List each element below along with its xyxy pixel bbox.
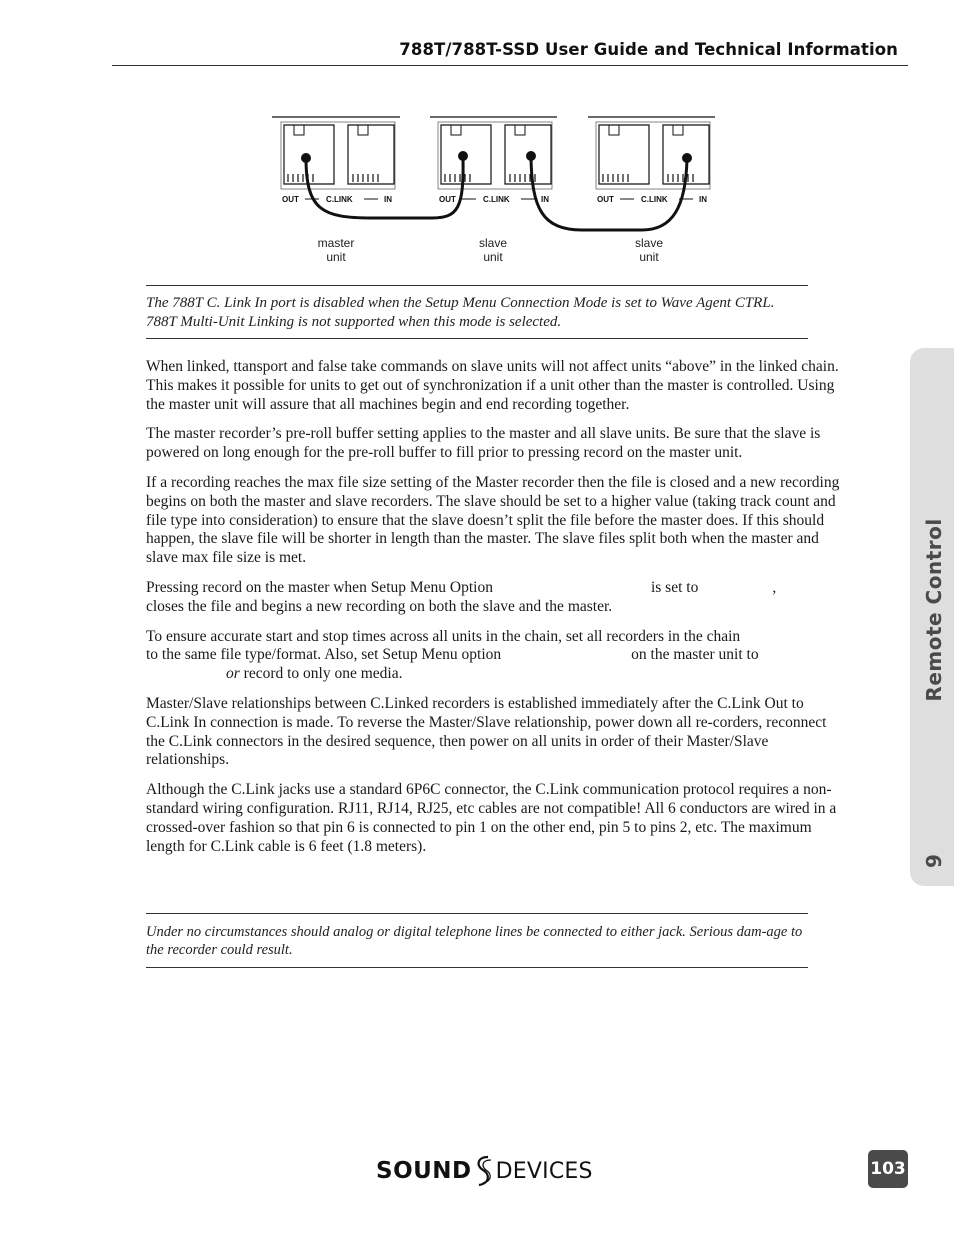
unit-label-slave2-line2: unit xyxy=(639,250,659,264)
note-telephone-warning-text: Under no circumstances should analog or digital telephone lines be connected to either jack. Serious dam-age to the recorder could result. xyxy=(146,924,803,958)
paragraph-record-part1: Pressing record on the master when Setup Menu Option xyxy=(146,578,493,596)
cable-plug-dot xyxy=(301,153,311,163)
paragraph-accurate-part5: record to only one media. xyxy=(243,665,403,683)
sound-devices-logo xyxy=(376,1154,593,1188)
page-header-title: 788T/788T-SSD User Guide and Technical Information xyxy=(399,40,898,59)
paragraph-record-part4: closes the file and begins a new recording on both the slave and the master. xyxy=(146,597,613,615)
note-telephone-warning xyxy=(146,913,808,968)
paragraph-accurate-part2: to the same file type/format. Also, set Setup Menu option xyxy=(146,646,502,664)
port-label-out: OUT xyxy=(282,195,299,204)
note-connection-mode-text: The 788T C. Link In port is disabled when the Setup Menu Connection Mode is set to Wave Agent CTRL. 788T Multi-Unit Linking is not supported when this mode is selected. xyxy=(146,295,775,330)
unit-master-jacks xyxy=(272,117,400,204)
logo-word-devices: DEVICES xyxy=(495,1158,593,1184)
unit-label-master-line1: master xyxy=(317,236,355,250)
port-label-clink: C.LINK xyxy=(641,195,668,204)
paragraph-accurate-times xyxy=(146,628,846,684)
paragraph-accurate-part3: on the master unit to xyxy=(631,646,759,664)
port-label-clink: C.LINK xyxy=(326,195,353,204)
paragraph-master-slave: Master/Slave relationships between C.Linked recorders is established immediately after the C.Link Out to C.Link In connection is made. To reverse the Master/Slave relationship, power down all re-corders, reconnect the C.Link connectors in the desired sequence, then power on all units in order of their Master/Slave relationships. xyxy=(146,694,827,769)
port-label-in: IN xyxy=(699,195,707,204)
paragraph-accurate-or: or xyxy=(226,665,240,683)
unit-slave2-jacks xyxy=(588,117,715,204)
unit-slave1-jacks xyxy=(430,117,557,204)
port-label-in: IN xyxy=(541,195,549,204)
port-label-out: OUT xyxy=(439,195,456,204)
paragraph-record-new-file xyxy=(146,579,846,617)
port-label-in: IN xyxy=(384,195,392,204)
unit-label-slave1-line1: slave xyxy=(478,236,508,250)
page-number xyxy=(868,1150,908,1188)
unit-label-slave1-line2: unit xyxy=(483,250,503,264)
chapter-title: Remote Control xyxy=(922,518,946,702)
paragraph-max-file-size: If a recording reaches the max file size setting of the Master recorder then the file is closed and a new recording begins on both the master and slave recorders. The slave should be set to a higher value (taking track count and file type into consideration) to ensure that the slave doesn’t split the file before the master does. If this should happen, the slave file will be shorter in length than the master. The slave files split both when the master and slave max file size is met. xyxy=(146,473,840,567)
body-text xyxy=(146,358,846,867)
cable-plug-dot xyxy=(682,153,692,163)
paragraph-wiring: Although the C.Link jacks use a standard 6P6C connector, the C.Link communication protocol requires a non-standard wiring configuration. RJ11, RJ14, RJ25, etc cables are not compatible! All 6 conductors are wired in a crossed-over fashion so that pin 6 is connected to pin 1 on the other end, pin 5 to pins 2, etc. The maximum length for C.Link cable is 6 feet (1.8 meters). xyxy=(146,781,837,855)
cable-plug-dot xyxy=(458,151,468,161)
paragraph-record-part3: , xyxy=(772,578,777,596)
clink-connection-diagram xyxy=(262,110,732,270)
logo-word-sound: SOUND xyxy=(376,1158,472,1184)
paragraph-transport-commands: When linked, ttansport and false take commands on slave units will not affect units “above” in the linked chain. This makes it possible for units to get out of synchronization if a unit other than the master is controlled. Using the master unit will assure that all machines begin and end recording together. xyxy=(146,358,839,413)
paragraph-accurate-part1: To ensure accurate start and stop times across all units in the chain, set all recorders in the chain xyxy=(146,627,741,645)
unit-label-master-line2: unit xyxy=(326,250,346,264)
chapter-side-tab-label xyxy=(922,518,946,868)
cable-plug-dot xyxy=(526,151,536,161)
port-label-clink: C.LINK xyxy=(483,195,510,204)
chapter-number: 9 xyxy=(922,853,946,868)
paragraph-record-part2: is set to xyxy=(650,578,699,596)
paragraph-pre-roll: The master recorder’s pre-roll buffer setting applies to the master and all slave units. Be sure that the slave is powered on long enough for the pre-roll buffer to fill prior to pressing record on the master unit. xyxy=(146,425,821,462)
note-connection-mode xyxy=(146,285,808,339)
page-number-text: 103 xyxy=(870,1159,906,1179)
port-label-out: OUT xyxy=(597,195,614,204)
logo-wave-icon xyxy=(473,1154,495,1188)
header-divider xyxy=(112,65,908,66)
unit-label-slave2-line1: slave xyxy=(634,236,664,250)
